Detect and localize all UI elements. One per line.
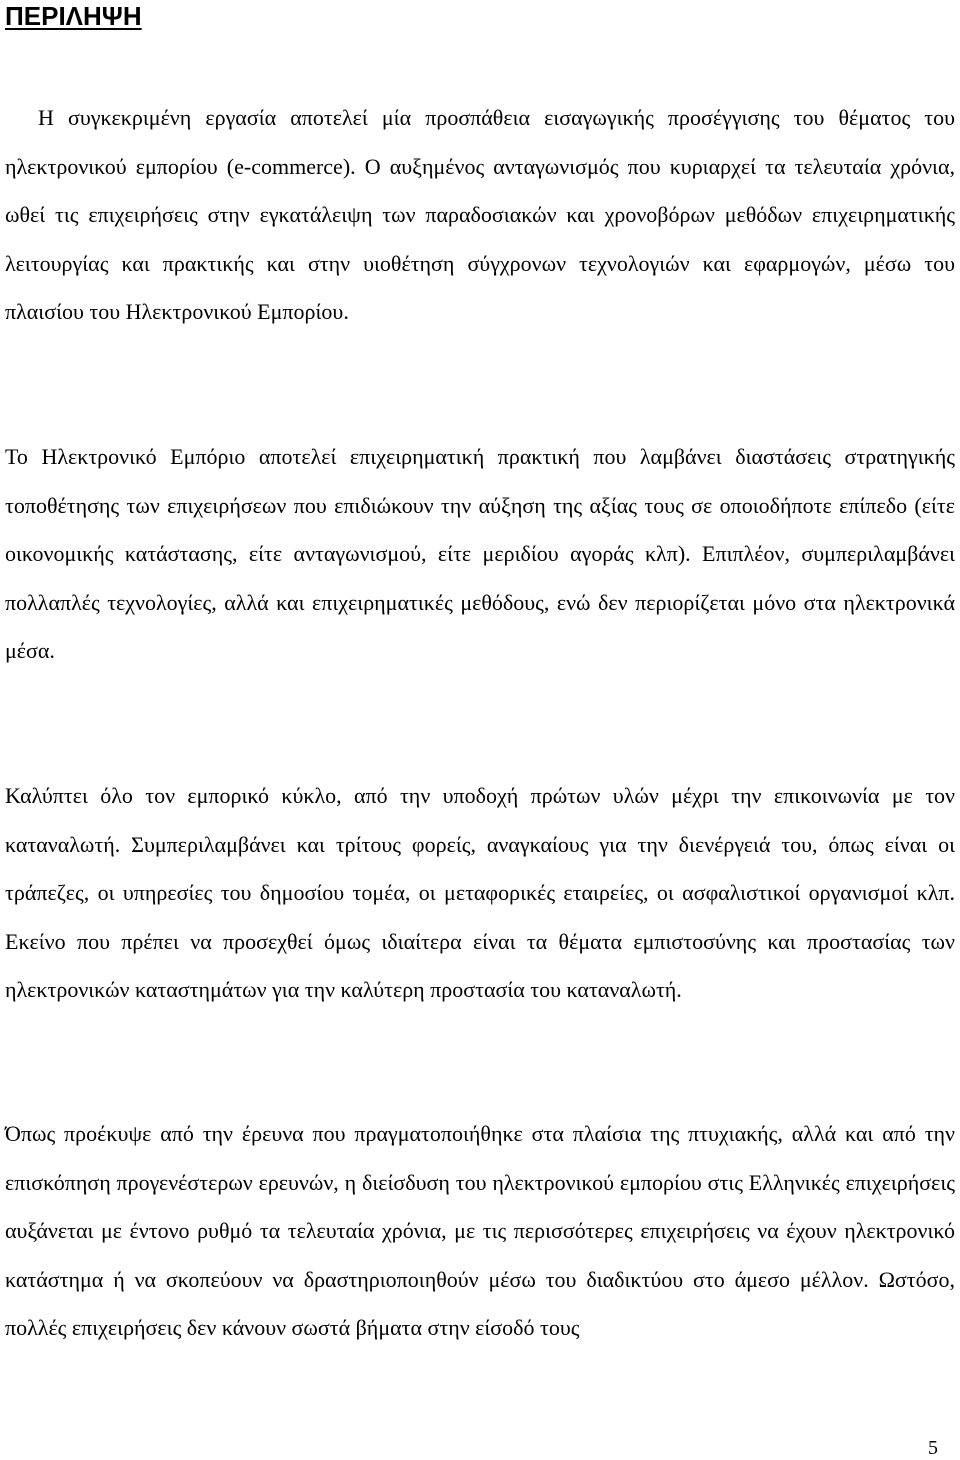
paragraph-2: Το Ηλεκτρονικό Εμπόριο αποτελεί επιχειρηματική πρακτική που λαμβάνει διαστάσεις στρατηγικής τοποθέτησης των επιχειρήσεων που επιδιώκουν την αύξηση της αξίας τους σε οποιοδήποτε επίπεδο (είτε οικονομικής κατάστασης, είτε ανταγωνισμού, είτε μεριδίου αγοράς κλπ). Επιπλέον, συμπεριλαμβάνει πολλαπλές τεχνολογίες, αλλά και επιχειρηματικές μεθόδους, ενώ δεν περιορίζεται μόνο στα ηλεκτρονικά μέσα. xyxy=(5,444,955,663)
paragraph-4: Όπως προέκυψε από την έρευνα που πραγματοποιήθηκε στα πλαίσια της πτυχιακής, αλλά και από την επισκόπηση προγενέστερων ερευνών, η διείσδυση του ηλεκτρονικού εμπορίου στις Ελληνικές επιχειρήσεις αυξάνεται με έντονο ρυθμό τα τελευταία χρόνια, με τις περισσότερες επιχειρήσεις να έχουν ηλεκτρονικό κατάστημα ή να σκοπεύουν να δραστηριοποιηθούν μέσω του διαδικτύου στο άμεσο μέλλον. Ωστόσο, πολλές επιχειρήσεις δεν κάνουν σωστά βήματα στην είσοδό τους xyxy=(5,1121,955,1340)
paragraph-1: Η συγκεκριμένη εργασία αποτελεί μία προσπάθεια εισαγωγικής προσέγγισης του θέματος του ηλεκτρονικού εμπορίου (e-commerce). Ο αυξημένος ανταγωνισμός που κυριαρχεί τα τελευταία χρόνια, ωθεί τις επιχειρήσεις στην εγκατάλειψη των παραδοσιακών και χρονοβόρων μεθόδων επιχειρηματικής λειτουργίας και πρακτικής και στην υιοθέτηση σύγχρονων τεχνολογιών και εφαρμογών, μέσω του πλαισίου του Ηλεκτρονικού Εμπορίου. xyxy=(5,105,955,324)
paragraph-3: Καλύπτει όλο τον εμπορικό κύκλο, από την υποδοχή πρώτων υλών μέχρι την επικοινωνία με τον καταναλωτή. Συμπεριλαμβάνει και τρίτους φορείς, αναγκαίους για την διενέργειά του, όπως είναι οι τράπεζες, οι υπηρεσίες του δημοσίου τομέα, οι μεταφορικές εταιρείες, οι ασφαλιστικοί οργανισμοί κλπ. Εκείνο που πρέπει να προσεχθεί όμως ιδιαίτερα είναι τα θέματα εμπιστοσύνης και προστασίας των ηλεκτρονικών καταστημάτων για την καλύτερη προστασία του καταναλωτή. xyxy=(5,783,955,1002)
page-number: 5 xyxy=(928,1437,938,1459)
page-title: ΠΕΡΙΛΗΨΗ xyxy=(5,1,142,31)
